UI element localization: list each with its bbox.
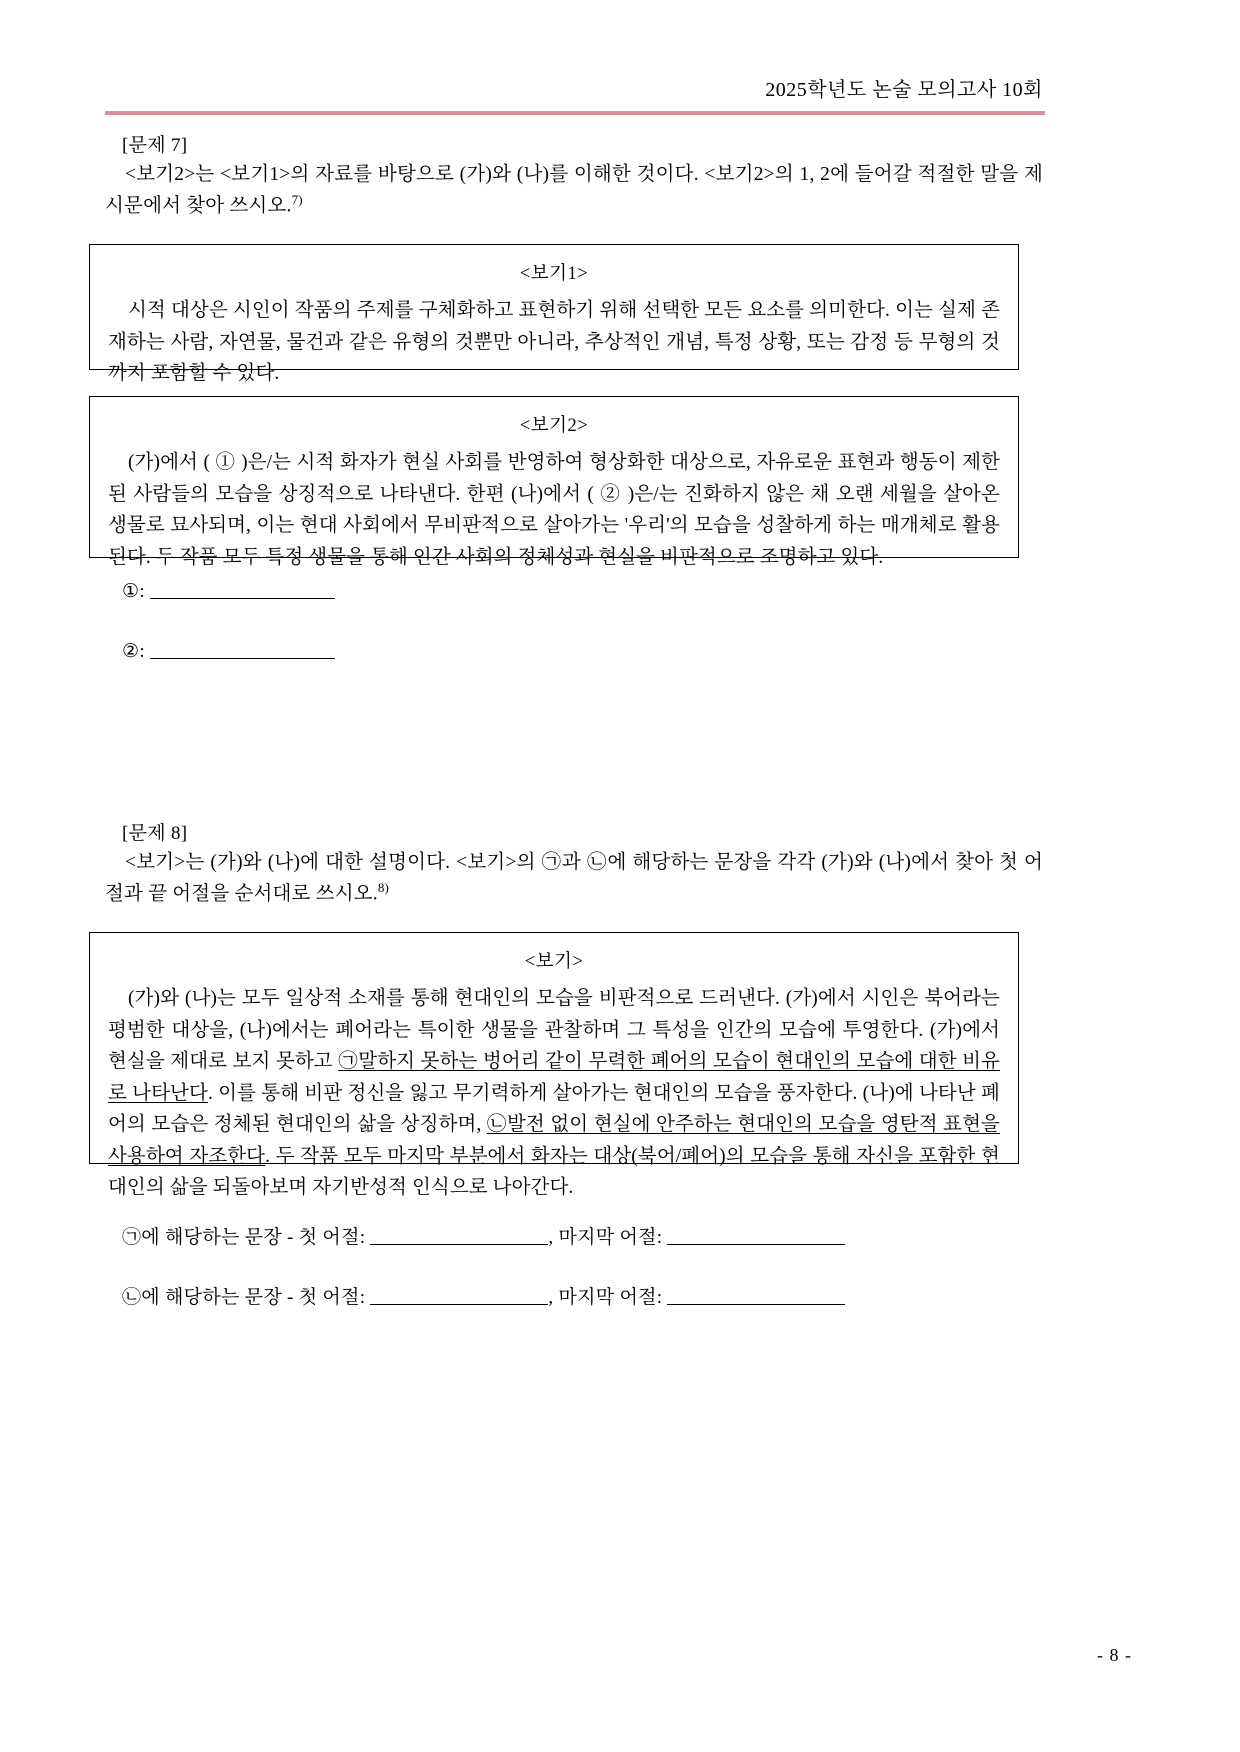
- box-3-underline-a: ㉠말하지 못하는 벙어리 같이 무력한 폐어의 모습이 현대인의 모습에 대한 비유로 나타난다: [108, 1051, 1000, 1104]
- box-1-body: 시적 대상은 시인이 작품의 주제를 구체화하고 표현하기 위해 선택한 모든 요소를 의미한다. 이는 실제 존재하는 사람, 자연물, 물건과 같은 유형의 것뿐만 아니라, 추상적인 개념, 특정 상황, 또는 감정 등 무형의 것까지 포함할 수 있다.: [108, 300, 1000, 385]
- question-7-number: [문제 7]: [122, 135, 188, 156]
- question-8-box: [89, 932, 1019, 1199]
- box-2-body: (가)에서 ( ① )은/는 시적 화자가 현실 사회를 반영하여 형상화한 대상으로, 자유로운 표현과 행동이 제한된 사람들의 모습을 상징적으로 나타낸다. 한편 (나)에서 ( ② )은/는 진화하지 않은 채 오랜 세월을 살아온 생물로 묘사되며, 이는 현대 사회에서 무비판적으로 살아가는 '우리'의 모습을 성찰하게 하는 매개체로 활용된다. 두 작품 모두 특정 생물을 통해 인간 사회의 정체성과 현실을 비판적으로 조명하고 있다.: [108, 452, 1000, 568]
- box-3-body: [108, 983, 1000, 1204]
- question-7-stem-text: <보기2>는 <보기1>의 자료를 바탕으로 (가)와 (나)를 이해한 것이다. <보기2>의 1, 2에 들어갈 적절한 말을 제시문에서 찾아 쓰시오.: [105, 164, 1043, 217]
- box-3-part-3: . 두 작품 모두 마지막 부분에서 화자는 대상(북어/폐어)의 모습을 통해 자신을 포함한 현대인의 삶을 되돌아보며 자기반성적 인식으로 나아간다.: [108, 1145, 1000, 1199]
- answer-a-last-blank[interactable]: [667, 1224, 845, 1245]
- answer-a-mid: , 마지막 어절:: [548, 1227, 663, 1248]
- question-8-answer-b: [122, 1282, 845, 1309]
- box-1-label: <보기1>: [519, 264, 589, 284]
- answer-2-blank[interactable]: [150, 638, 335, 659]
- question-7-box-2: [89, 396, 1019, 568]
- answer-b-last-blank[interactable]: [667, 1284, 845, 1305]
- answer-2-label: ②:: [122, 640, 145, 662]
- question-8-stem-text: <보기>는 (가)와 (나)에 대한 설명이다. <보기>의 ㉠과 ㉡에 해당하는 문장을 각각 (가)와 (나)에서 찾아 첫 어절과 끝 어절을 순서대로 쓰시오.: [105, 852, 1043, 905]
- box-2-label: <보기2>: [519, 416, 589, 436]
- header-divider: [105, 111, 1045, 115]
- answer-b-prefix: ㉡에 해당하는 문장 - 첫 어절:: [122, 1287, 366, 1308]
- question-8-footnote-marker: 8): [377, 880, 390, 896]
- question-7-answer-1: [122, 578, 335, 603]
- answer-1-label: ①:: [122, 580, 145, 602]
- question-8-number: [문제 8]: [122, 823, 188, 844]
- box-3-label: <보기>: [524, 952, 584, 972]
- box-3-part-1: (가)와 (나)는 모두 일상적 소재를 통해 현대인의 모습을 비판적으로 드러낸다. (가)에서 시인은 북어라는 평범한 대상을, (나)에서는 폐어라는 특이한 생물을 관찰하며 그 특성을 인간의 모습에 투영한다. (가)에서 현실을 제대로 보지 못하고: [108, 988, 1000, 1073]
- question-7-footnote-marker: 7): [291, 192, 303, 208]
- page-number: - 8 -: [1097, 1645, 1132, 1665]
- question-8-stem: [105, 848, 1043, 910]
- question-8-answer-a: [122, 1222, 845, 1249]
- question-7-answer-2: [122, 638, 335, 663]
- answer-1-blank[interactable]: [150, 578, 335, 599]
- answer-a-prefix: ㉠에 해당하는 문장 - 첫 어절:: [122, 1227, 366, 1248]
- answer-b-first-blank[interactable]: [370, 1284, 548, 1305]
- box-3-underline-b: ㉡발전 없이 현실에 안주하는 현대인의 모습을 영탄적 표현을 사용하여 자조한다: [108, 1114, 1000, 1167]
- answer-b-mid: , 마지막 어절:: [548, 1287, 663, 1308]
- header-title: 2025학년도 논술 모의고사 10회: [765, 79, 1043, 101]
- question-7-box-1: [89, 244, 1019, 385]
- question-7-stem: [105, 160, 1043, 222]
- page-header: [105, 78, 1045, 115]
- box-3-part-2: . 이를 통해 비판 정신을 잃고 무기력하게 살아가는 현대인의 모습을 풍자한다. (나)에 나타난 폐어의 모습은 정체된 현대인의 삶을 상징하며,: [108, 1082, 1000, 1136]
- answer-a-first-blank[interactable]: [370, 1224, 548, 1245]
